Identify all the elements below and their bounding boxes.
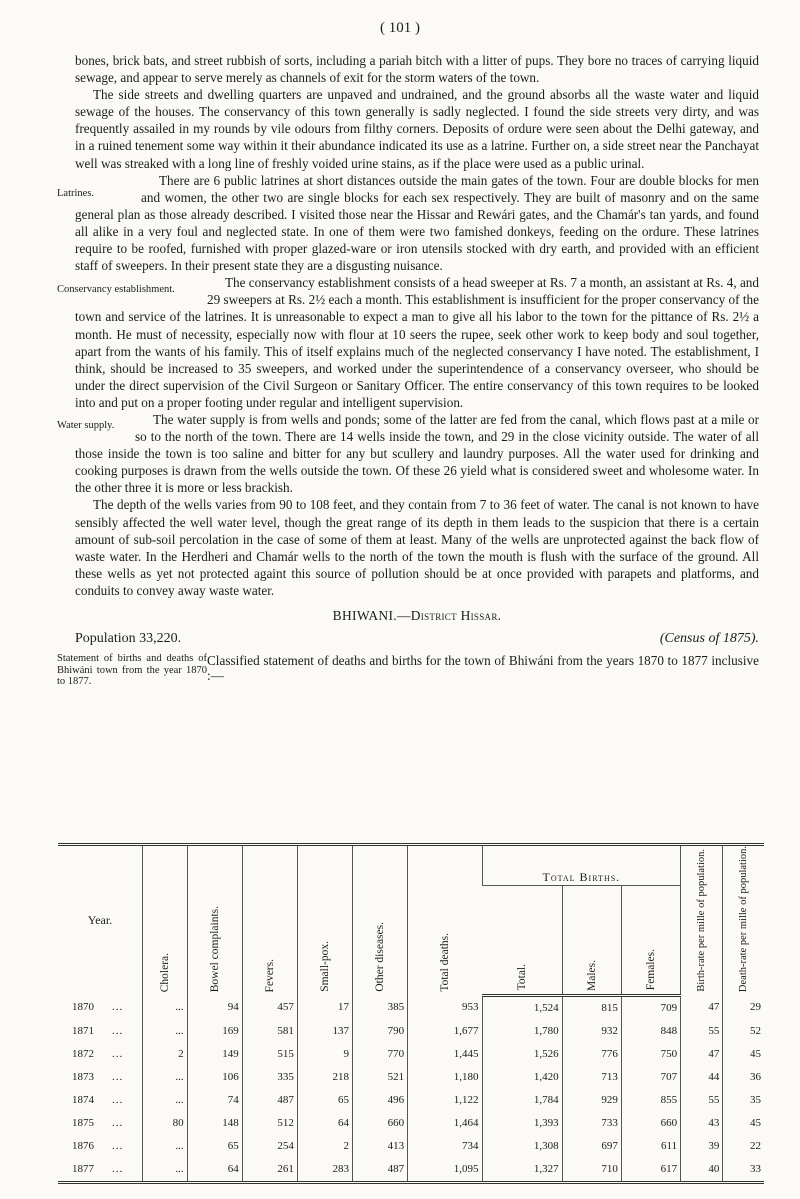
cell-year xyxy=(58,1158,143,1183)
cell-year xyxy=(58,995,143,1020)
cell-bowel: 74 xyxy=(187,1089,242,1112)
heading-district: District Hissar. xyxy=(410,608,502,623)
statement-row xyxy=(57,653,759,688)
population-label: Population 33,220. xyxy=(75,631,182,647)
cell-year-value: 1872 xyxy=(72,1048,94,1061)
cell-total: 1,420 xyxy=(482,1066,562,1089)
cell-smallpox: 64 xyxy=(297,1112,352,1135)
cell-other: 521 xyxy=(352,1066,407,1089)
section-heading xyxy=(75,607,759,624)
cell-year-value: 1877 xyxy=(72,1163,94,1176)
census-label: (Census of 1875). xyxy=(659,631,759,647)
cell-females: 611 xyxy=(621,1135,680,1158)
col-total-births: Total Births. xyxy=(482,845,681,886)
table-body xyxy=(58,995,764,1182)
cell-birth-rate: 43 xyxy=(681,1112,723,1135)
table-row xyxy=(58,1020,764,1043)
cell-year xyxy=(58,1020,143,1043)
cell-birth-rate: 47 xyxy=(681,995,723,1020)
cell-bowel: 65 xyxy=(187,1135,242,1158)
col-other xyxy=(352,845,407,996)
paragraph-water xyxy=(57,411,759,496)
cell-fevers: 335 xyxy=(242,1066,297,1089)
col-fevers xyxy=(242,845,297,996)
cell-total: 1,393 xyxy=(482,1112,562,1135)
cell-death-rate: 36 xyxy=(723,1066,764,1089)
cell-death-rate: 45 xyxy=(723,1112,764,1135)
col-births-females xyxy=(621,885,680,995)
cell-year xyxy=(58,1089,143,1112)
cell-total-deaths: 1,122 xyxy=(408,1089,482,1112)
cell-year-value: 1875 xyxy=(72,1117,94,1130)
cell-total: 1,526 xyxy=(482,1043,562,1066)
cell-birth-rate: 44 xyxy=(681,1066,723,1089)
cell-other: 790 xyxy=(352,1020,407,1043)
page-number: ( 101 ) xyxy=(380,20,420,36)
table-row xyxy=(58,1135,764,1158)
cell-year xyxy=(58,1043,143,1066)
cell-total: 1,780 xyxy=(482,1020,562,1043)
cell-other: 770 xyxy=(352,1043,407,1066)
col-births-total xyxy=(482,885,562,995)
cell-birth-rate: 40 xyxy=(681,1158,723,1183)
cell-smallpox: 65 xyxy=(297,1089,352,1112)
paragraph-latrines-text: There are 6 public latrines at short distances outside the main gates of the town. Four are double blocks for men and women, the other two are single blocks for each sex respectively. They are built of masonry and on the same general plan as those already described. I visited those near the Hissar and Rewári gates, and the Chamár's tan yards, and found all alike in a very foul and neglected state. In one of them were two famished donkeys, feeding on the ordure. These latrines require to be roofed, furnished with proper glazed-ware or iron utensils stocked with dry earth, and provided with an efficient staff of sweepers. In their present state they are a disgusting nuisance. xyxy=(75,172,759,274)
cell-year-dots: ... xyxy=(112,1001,124,1014)
cell-males: 710 xyxy=(562,1158,621,1183)
paragraph-water-text: The water supply is from wells and ponds; some of the latter are fed from the canal, which flows past at a mile or so to the north of the town. There are 14 wells inside the town, and 29 in the close vicinity outside. The water of all those inside the town is too saline and bitter for any but scullery and laundry purposes. All the water used for drinking and cooking purposes is drawn from the wells outside the town. Of these 26 yield what is considered sweet and wholesome water. In the other three it is more or less brackish. xyxy=(75,411,759,496)
cell-other: 413 xyxy=(352,1135,407,1158)
cell-birth-rate: 55 xyxy=(681,1020,723,1043)
cell-fevers: 581 xyxy=(242,1020,297,1043)
cell-smallpox: 137 xyxy=(297,1020,352,1043)
cell-fevers: 487 xyxy=(242,1089,297,1112)
col-births-total-label: Total. xyxy=(515,964,528,991)
table-row xyxy=(58,1158,764,1183)
body-text xyxy=(57,52,759,688)
cell-year-dots: ... xyxy=(112,1071,124,1084)
paragraph-1: bones, brick bats, and street rubbish of sorts, including a pariah bitch with a litter of pups. They bore no traces of carrying liquid sewage, and appear to serve merely as channels of exit for the storm waters of the town. xyxy=(75,53,759,86)
col-bowel-label: Bowel complaints. xyxy=(208,905,221,993)
table-row xyxy=(58,1043,764,1066)
cell-fevers: 512 xyxy=(242,1112,297,1135)
cell-birth-rate: 39 xyxy=(681,1135,723,1158)
cell-males: 733 xyxy=(562,1112,621,1135)
col-birth-rate xyxy=(681,845,723,996)
cell-bowel: 169 xyxy=(187,1020,242,1043)
cell-males: 713 xyxy=(562,1066,621,1089)
col-births-males xyxy=(562,885,621,995)
cell-females: 750 xyxy=(621,1043,680,1066)
cell-year-value: 1870 xyxy=(72,1001,94,1014)
cell-males: 932 xyxy=(562,1020,621,1043)
cell-year-dots: ... xyxy=(112,1117,124,1130)
cell-bowel: 149 xyxy=(187,1043,242,1066)
col-fevers-label: Fevers. xyxy=(263,958,276,993)
cell-total: 1,524 xyxy=(482,995,562,1020)
cell-total-deaths: 1,677 xyxy=(408,1020,482,1043)
table-row xyxy=(58,1089,764,1112)
col-bowel xyxy=(187,845,242,996)
cell-bowel: 148 xyxy=(187,1112,242,1135)
cell-bowel: 106 xyxy=(187,1066,242,1089)
margin-note-conservancy: Conservancy establishment. xyxy=(57,284,175,296)
statement-text: Classified statement of deaths and births for the town of Bhiwáni from the years 1870 to 1877 inclusive :— xyxy=(207,653,759,684)
cell-males: 929 xyxy=(562,1089,621,1112)
col-smallpox-label: Small-pox. xyxy=(318,941,331,993)
cell-year xyxy=(58,1135,143,1158)
cell-cholera: ... xyxy=(143,1158,188,1183)
heading-dash: — xyxy=(396,608,411,623)
col-other-label: Other diseases. xyxy=(374,922,386,993)
cell-year xyxy=(58,1112,143,1135)
cell-death-rate: 35 xyxy=(723,1089,764,1112)
cell-cholera: ... xyxy=(143,1089,188,1112)
cell-males: 776 xyxy=(562,1043,621,1066)
cell-year xyxy=(58,1066,143,1089)
births-deaths-table xyxy=(58,843,764,1184)
col-births-males-label: Males. xyxy=(585,959,598,991)
cell-year-value: 1876 xyxy=(72,1140,94,1153)
cell-fevers: 515 xyxy=(242,1043,297,1066)
cell-year-value: 1871 xyxy=(72,1025,94,1038)
cell-bowel: 94 xyxy=(187,995,242,1020)
cell-bowel: 64 xyxy=(187,1158,242,1183)
cell-death-rate: 22 xyxy=(723,1135,764,1158)
cell-death-rate: 29 xyxy=(723,995,764,1020)
cell-total-deaths: 1,180 xyxy=(408,1066,482,1089)
col-year: Year. xyxy=(87,913,113,928)
cell-total-deaths: 734 xyxy=(408,1135,482,1158)
col-cholera xyxy=(143,845,188,996)
cell-cholera: ... xyxy=(143,995,188,1020)
cell-cholera: ... xyxy=(143,1020,188,1043)
paragraph-conservancy xyxy=(57,274,759,411)
cell-females: 707 xyxy=(621,1066,680,1089)
cell-cholera: 2 xyxy=(143,1043,188,1066)
col-death-rate xyxy=(723,845,764,996)
cell-females: 709 xyxy=(621,995,680,1020)
cell-birth-rate: 47 xyxy=(681,1043,723,1066)
cell-birth-rate: 55 xyxy=(681,1089,723,1112)
cell-total: 1,308 xyxy=(482,1135,562,1158)
cell-fevers: 254 xyxy=(242,1135,297,1158)
cell-total-deaths: 1,445 xyxy=(408,1043,482,1066)
cell-total: 1,327 xyxy=(482,1158,562,1183)
col-births-females-label: Females. xyxy=(644,949,657,991)
cell-smallpox: 17 xyxy=(297,995,352,1020)
cell-females: 617 xyxy=(621,1158,680,1183)
margin-note-water: Water supply. xyxy=(57,419,115,431)
margin-note-latrines: Latrines. xyxy=(57,187,95,199)
cell-smallpox: 2 xyxy=(297,1135,352,1158)
heading-town: BHIWANI. xyxy=(332,608,397,623)
cell-year-dots: ... xyxy=(112,1140,124,1153)
table-row xyxy=(58,1112,764,1135)
cell-smallpox: 283 xyxy=(297,1158,352,1183)
cell-year-value: 1873 xyxy=(72,1071,94,1084)
cell-total-deaths: 1,464 xyxy=(408,1112,482,1135)
cell-males: 697 xyxy=(562,1135,621,1158)
cell-death-rate: 33 xyxy=(723,1158,764,1183)
cell-year-dots: ... xyxy=(112,1048,124,1061)
cell-smallpox: 9 xyxy=(297,1043,352,1066)
cell-year-value: 1874 xyxy=(72,1094,94,1107)
cell-females: 848 xyxy=(621,1020,680,1043)
cell-fevers: 261 xyxy=(242,1158,297,1183)
paragraph-side-streets: The side streets and dwelling quarters are unpaved and undrained, and the ground absorbs all the waste water and liquid sewage of the houses. The conservancy of this town generally is sadly neglected. I found the side streets very dirty, and was frequently assailed in my rounds by vile odours from filthy corners. Deposits of ordure were seen about the Delhi gateway, and in a ruined tenement some way within it their abundance indicated its use as a latrine. Further on, a side street near the Panchayat well was streaked with a long line of freshly voided urine stains, as if the place were used as a public urinal. xyxy=(75,87,759,171)
cell-total-deaths: 953 xyxy=(408,995,482,1020)
col-birth-rate-label: Birth-rate per mille of population. xyxy=(696,849,708,993)
cell-cholera: 80 xyxy=(143,1112,188,1135)
paragraph-wells: The depth of the wells varies from 90 to 108 feet, and they contain from 7 to 36 feet of water. The canal is not known to have sensibly affected the well water level, though the great range of its depth in them leads to the suspicion that there is a certain amount of sub-soil percolation in the case of some of them at least. Many of the wells are unprotected against the back flow of waste water. In the Herdheri and Chamár wells to the north of the town the mouth is flush with the surface of the ground. All these wells as yet not protected againt this source of pollution should be at once provided with parapets and platforms, and conduits to convey away waste water. xyxy=(75,497,759,598)
cell-year-dots: ... xyxy=(112,1025,124,1038)
cell-year-dots: ... xyxy=(112,1094,124,1107)
cell-death-rate: 52 xyxy=(723,1020,764,1043)
table-row xyxy=(58,1066,764,1089)
cell-death-rate: 45 xyxy=(723,1043,764,1066)
cell-other: 660 xyxy=(352,1112,407,1135)
cell-other: 487 xyxy=(352,1158,407,1183)
paragraph-conservancy-text: The conservancy establishment consists of a head sweeper at Rs. 7 a month, an assistant at Rs. 4, and 29 sweepers at Rs. 2½ each a month. This establishment is insufficient for the proper conservancy of the town and service of the latrines. It is unreasonable to expect a man to give all his labor to the town for the pittance of Rs. 2½ a month. He must of necessity, especially now with flour at 10 seers the rupee, seek other work to keep body and soul together, apart from the wants of his family. This of itself explains much of the neglected conservancy I have noted. The establishment, I think, should be increased to 35 sweepers, and worked under the superintendence of a conservancy overseer, who should be under the direct supervision of the Civil Surgeon or Sanitary Officer. The entire conservancy of this town requires to be looked into and put on a proper footing under regular and intelligent supervision. xyxy=(75,275,759,410)
col-total-deaths-label: Total deaths. xyxy=(438,933,451,993)
cell-total-deaths: 1,095 xyxy=(408,1158,482,1183)
table-row xyxy=(58,995,764,1020)
cell-other: 496 xyxy=(352,1089,407,1112)
cell-females: 855 xyxy=(621,1089,680,1112)
col-death-rate-label: Death-rate per mille of population. xyxy=(738,846,750,993)
col-cholera-label: Cholera. xyxy=(158,952,171,993)
cell-cholera: ... xyxy=(143,1066,188,1089)
cell-year-dots: ... xyxy=(112,1163,124,1176)
population-row xyxy=(75,630,759,647)
margin-note-statement: Statement of births and deaths of Bhiwáni town from the year 1870 to 1877. xyxy=(57,653,207,688)
cell-other: 385 xyxy=(352,995,407,1020)
cell-cholera: ... xyxy=(143,1135,188,1158)
col-smallpox xyxy=(297,845,352,996)
cell-fevers: 457 xyxy=(242,995,297,1020)
cell-smallpox: 218 xyxy=(297,1066,352,1089)
paragraph-latrines xyxy=(57,172,759,275)
col-total-deaths xyxy=(408,845,482,996)
cell-females: 660 xyxy=(621,1112,680,1135)
cell-total: 1,784 xyxy=(482,1089,562,1112)
cell-males: 815 xyxy=(562,995,621,1020)
